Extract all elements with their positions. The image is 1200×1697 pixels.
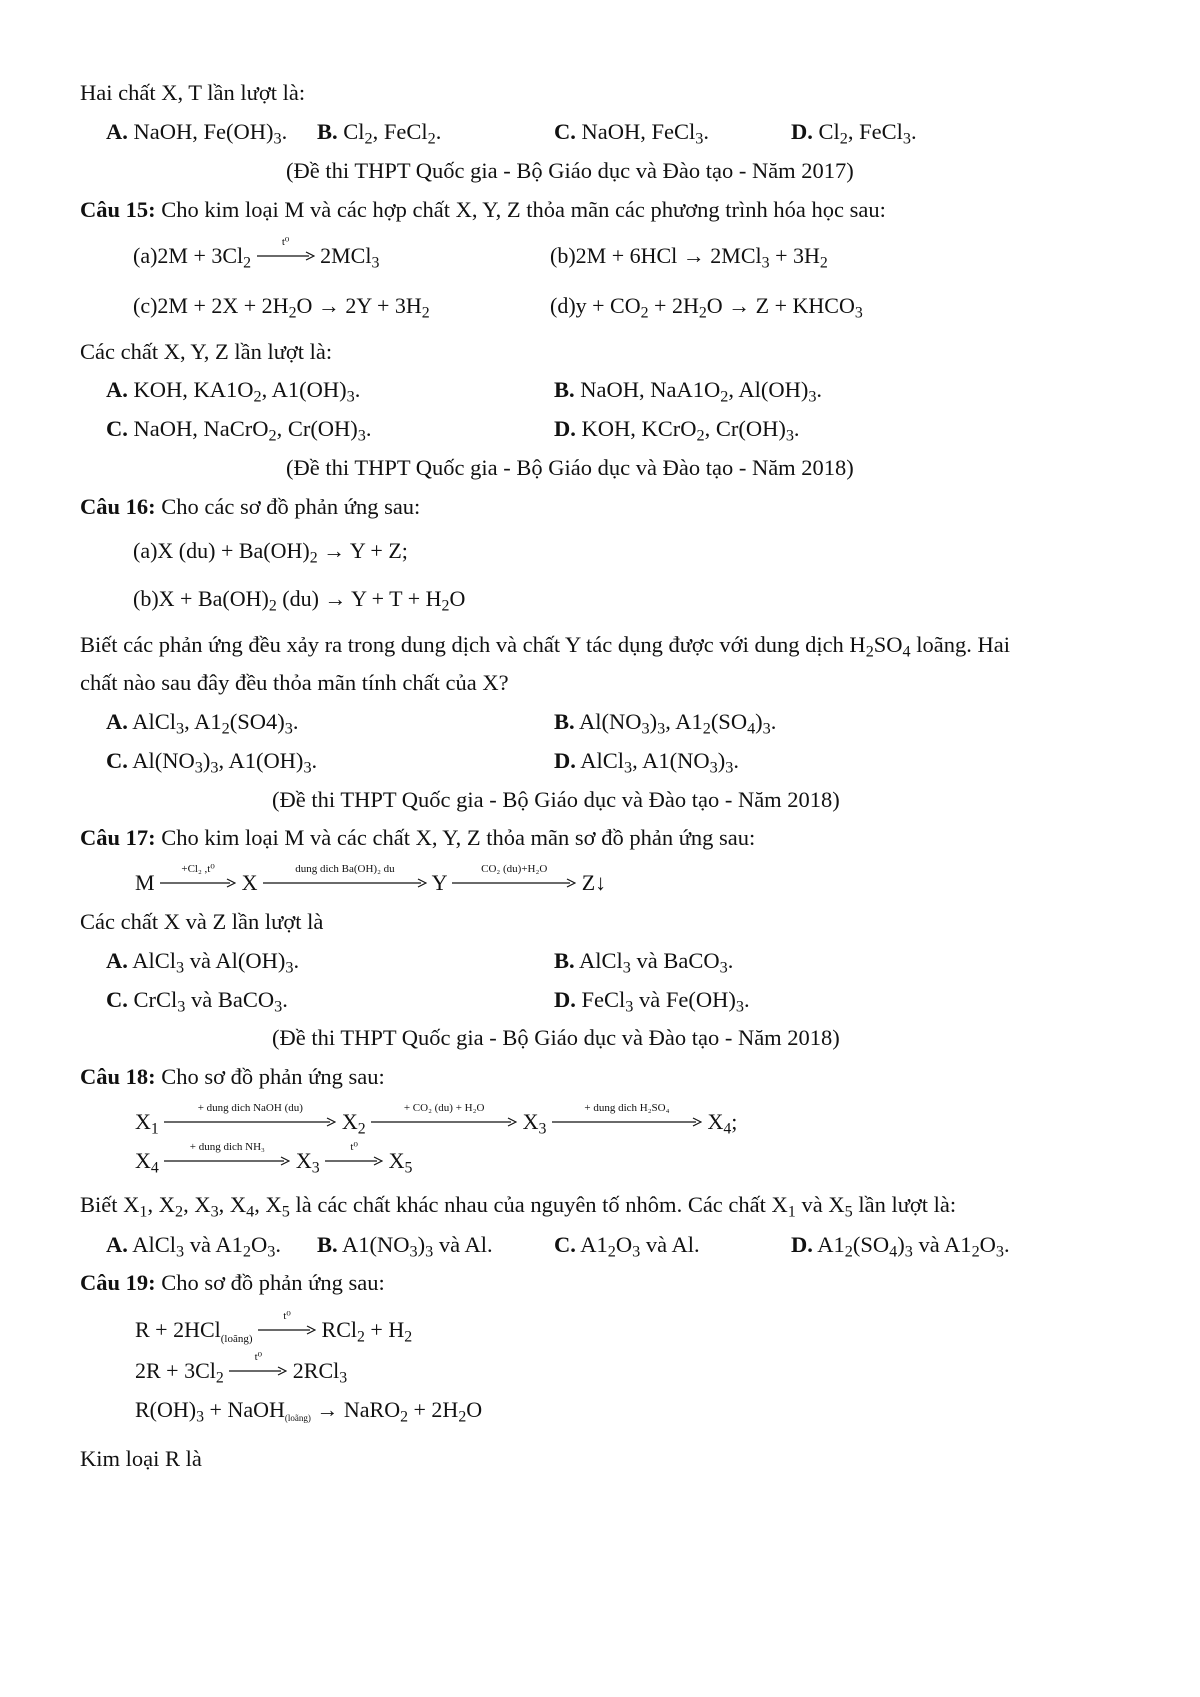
option-d-q17: D. FeCl$_3$ và $Fe(OH)_3$. <box>554 987 750 1016</box>
q17-arrow1-label: +Cl₂ ,t⁰ <box>181 863 215 875</box>
question-q17 <box>80 823 755 853</box>
option-a-q17: A. AlCl$_3$ và $Al(OH)_3$. <box>106 948 300 977</box>
option-d-q14: D. $Cl_2$, FeCl$_3$. <box>791 119 917 148</box>
option-a-q16: A. AlCl$_3$, $A1_2(SO4)_3$. <box>106 709 299 738</box>
q18-text: Cho sơ đồ phản ứng sau: <box>155 1064 385 1089</box>
equation-q19-3: $R(OH)_3$ + NaOH$_{(loãng)}$ → NaRO$_2$ + $2H_2O$ <box>135 1397 483 1426</box>
question-ask-q19: Kim loại R là <box>80 1446 202 1471</box>
option-c-q14: C. NaOH, FeCl$_3$. <box>554 119 709 148</box>
option-b-q17: B. AlCl$_3$ và BaCO$_3$. <box>554 948 734 977</box>
q19-text: Cho sơ đồ phản ứng sau: <box>155 1270 385 1295</box>
q15-text: Cho kim loại M và các hợp chất X, Y, Z thỏa mãn các phương trình hóa học sau: <box>155 197 886 222</box>
q18-arrow5-label: t⁰ <box>350 1141 358 1153</box>
option-c-q17: C. CrCl$_3$ và BaCO$_3$. <box>106 987 288 1016</box>
option-c-q18: C. $A1_2O_3$ và Al. <box>554 1232 700 1261</box>
q17-text: Cho kim loại M và các chất X, Y, Z thỏa mãn sơ đồ phản ứng sau: <box>155 825 756 850</box>
q18-arrow4-label: + dung dich NH₃ <box>189 1141 265 1153</box>
option-b-q18: B. $A1(NO_3)_3$ và Al. <box>317 1232 493 1261</box>
q19-arrow1-label: t⁰ <box>283 1310 291 1322</box>
option-d-q18: D. $A1_2(SO_4)_3$ và $A1_2O_3$. <box>791 1232 1010 1261</box>
equation-q15-b: $(b)2M + 6HCl \to 2MCl_3 + 3H_2$ <box>550 243 828 272</box>
question-prompt-q14: Hai chất X, T lần lượt là: <box>80 80 306 105</box>
scheme-q18-line1: $X_1$ + dung dich NaOH (du) $X_2$ + CO₂ (du) + H₂O $X_3$ + dung dich H₂SO₄ $X_4$; <box>135 1102 738 1138</box>
option-c-q15: C. NaOH, NaCrO$_2$, $Cr(OH)_3$. <box>106 416 372 445</box>
question-ask-q17: Các chất X và Z lần lượt là <box>80 909 324 934</box>
q16-label: Câu 16: <box>80 494 156 519</box>
equation-q19-2: $2R + 3Cl_2$ t⁰ 2RCl$_3$ <box>135 1351 348 1387</box>
paragraph-q16-line2: chất nào sau đây đều thỏa mãn tính chất của X? <box>80 670 509 695</box>
q18-arrow1-label: + dung dich NaOH (du) <box>197 1102 303 1114</box>
question-ask-q18: Biết $X_1$, $X_2$, $X_3$, $X_4$, $X_5$ là các chất khác nhau của nguyên tố nhôm. Các chất $X_1$ và $X_5$ lần lượt là: <box>80 1192 957 1221</box>
scheme-q17: M +Cl₂ ,t⁰ X dung dich Ba(OH)₂ du Y CO₂ (du)+H₂O Z↓ <box>135 863 607 895</box>
equation-q15-c: $(c)2M + 2X + 2H_2O \to 2Y + 3H_2$ <box>133 293 430 322</box>
source-note-2018-q17: (Đề thi THPT Quốc gia - Bộ Giáo dục và Đào tạo - Năm 2018) <box>272 1025 840 1050</box>
question-q16 <box>80 492 420 522</box>
equation-q15-d: $(d)y + CO_2 + 2H_2O \to Z$ + $KHCO_3$ <box>550 293 863 322</box>
option-a-q15: A. KOH, $KA1O_2$, $A1(OH)_3$. <box>106 377 361 406</box>
option-b-q14: B. $Cl_2$, FeCl$_2$. <box>317 119 442 148</box>
q15-label: Câu 15: <box>80 197 156 222</box>
question-q18 <box>80 1062 385 1092</box>
option-d-q16: D. AlCl$_3$, $A1(NO_3)_3$. <box>554 748 739 777</box>
q16-text: Cho các sơ đồ phản ứng sau: <box>155 494 421 519</box>
q18-arrow3-label: + dung dich H₂SO₄ <box>584 1102 670 1114</box>
source-note-2018-q15: (Đề thi THPT Quốc gia - Bộ Giáo dục và Đào tạo - Năm 2018) <box>286 455 854 480</box>
equation-q16-b: $(b)X + Ba(OH)_2$ $(du) \to Y + T + H_2O$ <box>133 586 466 615</box>
equation-q19-1: R + 2HCl$_{(loãng)}$ t⁰ $RCl_2 + H_2$ <box>135 1310 413 1346</box>
source-note-2018-q16: (Đề thi THPT Quốc gia - Bộ Giáo dục và Đào tạo - Năm 2018) <box>272 787 840 812</box>
q18-label: Câu 18: <box>80 1064 156 1089</box>
option-c-q16: C. $Al(NO_3)_3$, $A1(OH)_3$. <box>106 748 318 777</box>
q17-arrow2-label: dung dich Ba(OH)₂ du <box>295 863 395 875</box>
equation-q15-a: $(a)2M + 3Cl_2$ t⁰ 2MCl$_3$ <box>133 236 380 272</box>
scheme-q18-line2: $X_4$ + dung dich NH₃ $X_3$ t⁰ $X_5$ <box>135 1141 413 1177</box>
option-a-q18: A. AlCl$_3$ và $A1_2O_3$. <box>106 1232 281 1261</box>
q19-arrow2-label: t⁰ <box>254 1351 263 1363</box>
q17-arrow3-label: CO₂ (du)+H₂O <box>481 863 548 875</box>
paragraph-q16-line1: Biết các phản ứng đều xảy ra trong dung dịch và chất Y tác dụng được với dung dịch $H_2SO_4$ loãng. Hai <box>80 632 1010 661</box>
question-q15 <box>80 195 886 225</box>
q18-arrow2-label: + CO₂ (du) + H₂O <box>403 1102 485 1114</box>
q19-label: Câu 19: <box>80 1270 156 1295</box>
question-q19 <box>80 1268 385 1298</box>
option-b-q16: B. $Al(NO_3)_3$, $A1_2(SO_4)_3$. <box>554 709 777 738</box>
source-note-2017: (Đề thi THPT Quốc gia - Bộ Giáo dục và Đào tạo - Năm 2017) <box>286 158 854 183</box>
arrow-label-t0: t⁰ <box>281 236 290 248</box>
equation-q16-a: (a)X $(du) + Ba(OH)_2 \to Y + Z$; <box>133 538 408 567</box>
option-d-q15: D. KOH, KCrO$_2$, $Cr(OH)_3$. <box>554 416 800 445</box>
q17-label: Câu 17: <box>80 825 156 850</box>
option-a-q14: A. NaOH, $Fe(OH)_3$. <box>106 119 288 148</box>
question-ask-q15: Các chất X, Y, Z lần lượt là: <box>80 339 333 364</box>
option-b-q15: B. NaOH, $NaA1O_2$, $Al(OH)_3$. <box>554 377 823 406</box>
